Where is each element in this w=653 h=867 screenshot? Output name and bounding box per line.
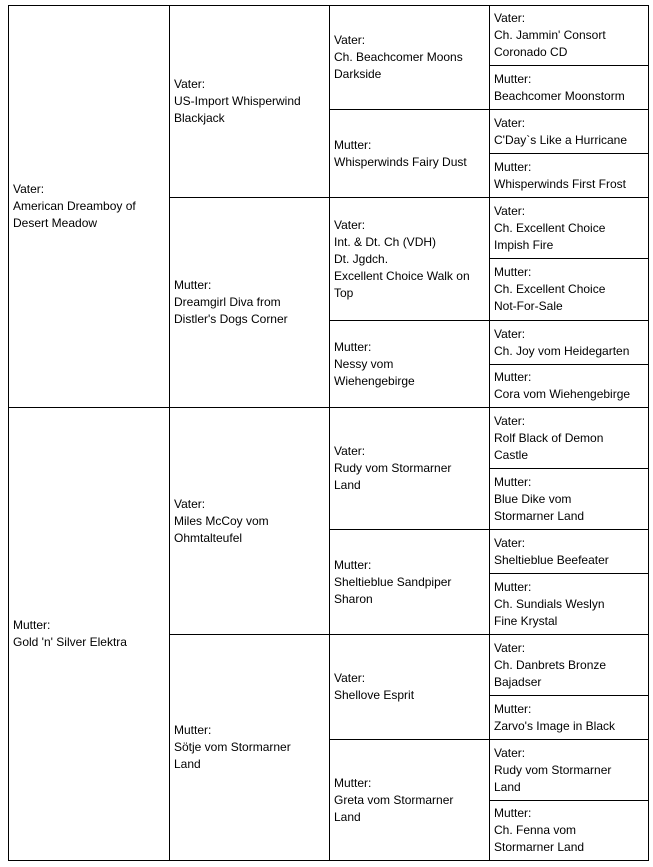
pedigree-cell-gen4 bbox=[489, 197, 649, 259]
pedigree-cell-gen4 bbox=[489, 258, 649, 321]
parent-role-label: Mutter: bbox=[334, 775, 372, 790]
parent-role-label: Mutter: bbox=[494, 474, 532, 489]
dog-name: C'Day`s Like a Hurricane bbox=[494, 132, 628, 147]
parent-role-label: Mutter: bbox=[494, 806, 532, 820]
dog-name: Ch. Sundials Weslyn Fine Krystal bbox=[494, 596, 605, 628]
parent-role-label: Vater: bbox=[13, 182, 45, 196]
dog-name: Miles McCoy vom Ohmtalteufel bbox=[174, 513, 269, 545]
dog-name: Sheltieblue Sandpiper Sharon bbox=[334, 574, 452, 606]
dog-name: Int. & Dt. Ch (VDH) Dt. Jgdch. Excellent Choice Walk on Top bbox=[334, 234, 470, 300]
dog-name: Shellove Esprit bbox=[334, 688, 415, 702]
dog-name: Whisperwinds Fairy Dust bbox=[334, 154, 467, 169]
parent-role-label: Vater: bbox=[494, 745, 526, 760]
parent-role-label: Vater: bbox=[334, 671, 366, 685]
parent-role-label: Vater: bbox=[494, 413, 526, 428]
pedigree-cell-gen4 bbox=[489, 695, 649, 740]
parent-role-label: Mutter: bbox=[494, 265, 532, 279]
dog-name: Rudy vom Stormarner Land bbox=[494, 762, 612, 794]
pedigree-cell-gen2 bbox=[169, 407, 330, 635]
dog-name: Greta vom Stormarner Land bbox=[334, 792, 454, 824]
parent-role-label: Vater: bbox=[494, 115, 526, 130]
parent-role-label: Mutter: bbox=[494, 370, 532, 384]
parent-role-label: Mutter: bbox=[334, 339, 372, 354]
pedigree-cell-gen4 bbox=[489, 407, 649, 469]
parent-role-label: Mutter: bbox=[334, 557, 372, 572]
dog-name: American Dreamboy of Desert Meadow bbox=[13, 199, 136, 230]
pedigree-cell-gen1-dam bbox=[8, 407, 170, 861]
parent-role-label: Vater: bbox=[494, 535, 526, 550]
parent-role-label: Vater: bbox=[494, 640, 526, 655]
dog-name: Zarvo's Image in Black bbox=[494, 718, 616, 733]
parent-role-label: Mutter: bbox=[174, 723, 212, 737]
dog-name: Beachcomer Moonstorm bbox=[494, 88, 625, 103]
dog-name: Blue Dike vom Stormarner Land bbox=[494, 491, 585, 523]
pedigree-cell-gen3 bbox=[329, 197, 490, 321]
parent-role-label: Mutter: bbox=[494, 579, 532, 594]
dog-name: Ch. Joy vom Heidegarten bbox=[494, 343, 630, 358]
pedigree-cell-gen3 bbox=[329, 529, 490, 635]
dog-name: Ch. Beachcomer Moons Darkside bbox=[334, 50, 463, 81]
parent-role-label: Mutter: bbox=[334, 137, 372, 152]
pedigree-cell-gen2 bbox=[169, 634, 330, 861]
parent-role-label: Vater: bbox=[494, 203, 526, 218]
pedigree-cell-gen4 bbox=[489, 739, 649, 801]
parent-role-label: Vater: bbox=[174, 496, 206, 511]
dog-name: Ch. Danbrets Bronze Bajadser bbox=[494, 657, 607, 689]
parent-role-label: Mutter: bbox=[494, 71, 532, 86]
parent-role-label: Mutter: bbox=[494, 159, 532, 174]
parent-role-label: Mutter: bbox=[494, 701, 532, 716]
pedigree-cell-gen4 bbox=[489, 320, 649, 365]
pedigree-cell-gen4 bbox=[489, 109, 649, 154]
pedigree-cell-gen4 bbox=[489, 634, 649, 696]
parent-role-label: Vater: bbox=[494, 11, 526, 25]
parent-role-label: Vater: bbox=[334, 33, 366, 47]
parent-role-label: Mutter: bbox=[13, 618, 51, 632]
pedigree-cell-gen4 bbox=[489, 800, 649, 861]
pedigree-cell-gen3 bbox=[329, 320, 490, 408]
pedigree-cell-gen4 bbox=[489, 468, 649, 530]
dog-name: Cora vom Wiehengebirge bbox=[494, 387, 631, 401]
dog-name: Rudy vom Stormarner Land bbox=[334, 461, 452, 492]
pedigree-cell-gen3 bbox=[329, 634, 490, 740]
dog-name: Nessy vom Wiehengebirge bbox=[334, 356, 415, 388]
parent-role-label: Vater: bbox=[174, 77, 206, 91]
dog-name: Sheltieblue Beefeater bbox=[494, 552, 609, 567]
dog-name: Gold 'n' Silver Elektra bbox=[13, 635, 127, 649]
dog-name: US-Import Whisperwind Blackjack bbox=[174, 94, 301, 125]
dog-name: Ch. Fenna vom Stormarner Land bbox=[494, 823, 585, 854]
dog-name: Ch. Jammin' Consort Coronado CD bbox=[494, 28, 606, 59]
pedigree-cell-gen4 bbox=[489, 5, 649, 66]
pedigree-cell-gen2 bbox=[169, 5, 330, 198]
pedigree-cell-gen3 bbox=[329, 407, 490, 530]
pedigree-cell-gen4 bbox=[489, 65, 649, 110]
pedigree-cell-gen3 bbox=[329, 5, 490, 110]
dog-name: Whisperwinds First Frost bbox=[494, 176, 627, 191]
parent-role-label: Mutter: bbox=[174, 278, 212, 292]
dog-name: Sötje vom Stormarner Land bbox=[174, 740, 291, 771]
pedigree-cell-gen3 bbox=[329, 739, 490, 861]
dog-name: Dreamgirl Diva from Distler's Dogs Corner bbox=[174, 295, 288, 326]
parent-role-label: Vater: bbox=[494, 326, 526, 341]
parent-role-label: Vater: bbox=[334, 217, 366, 232]
pedigree-cell-gen3 bbox=[329, 109, 490, 198]
pedigree-cell-gen4 bbox=[489, 364, 649, 408]
pedigree-cell-gen4 bbox=[489, 153, 649, 198]
pedigree-cell-gen4 bbox=[489, 529, 649, 574]
dog-name: Ch. Excellent Choice Not-For-Sale bbox=[494, 282, 606, 313]
dog-name: Ch. Excellent Choice Impish Fire bbox=[494, 220, 606, 252]
pedigree-cell-gen4 bbox=[489, 573, 649, 635]
parent-role-label: Vater: bbox=[334, 444, 366, 458]
pedigree-cell-gen1-sire bbox=[8, 5, 170, 408]
pedigree-cell-gen2 bbox=[169, 197, 330, 408]
dog-name: Rolf Black of Demon Castle bbox=[494, 430, 604, 462]
